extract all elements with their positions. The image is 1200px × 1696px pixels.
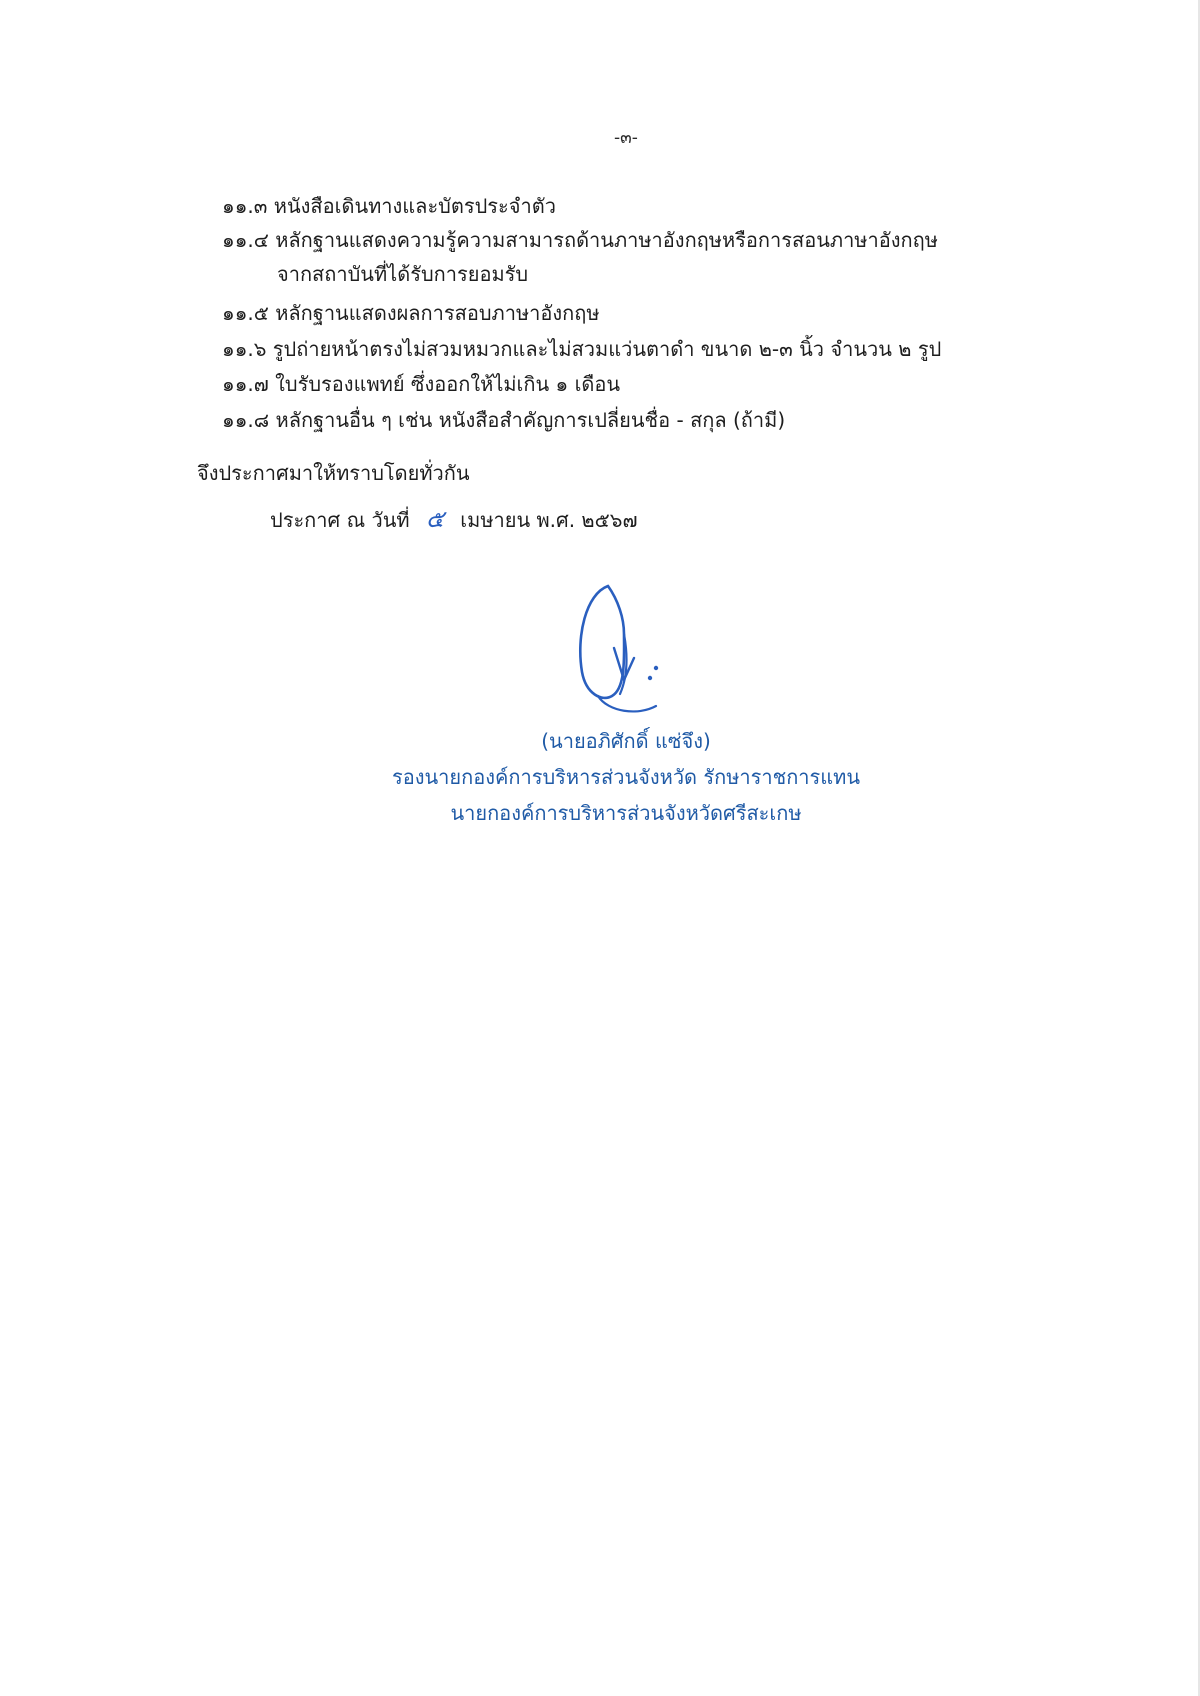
date-prefix: ประกาศ ณ วันที่: [270, 508, 410, 532]
signatory-position-line-2: นายกองค์การบริหารส่วนจังหวัดศรีสะเกษ: [450, 801, 802, 825]
date-suffix: เมษายน พ.ศ. ๒๕๖๗: [460, 508, 638, 532]
item-11-8: ๑๑.๘ หลักฐานอื่น ๆ เช่น หนังสือสำคัญการเปลี่ยนชื่อ - สกุล (ถ้ามี): [222, 408, 786, 432]
item-11-3: ๑๑.๓ หนังสือเดินทางและบัตรประจำตัว: [222, 194, 556, 218]
item-11-7: ๑๑.๗ ใบรับรองแพทย์ ซึ่งออกให้ไม่เกิน ๑ เดือน: [222, 372, 621, 396]
signatory-position-line-1: รองนายกองค์การบริหารส่วนจังหวัด รักษาราชการแทน: [391, 765, 861, 789]
date-line: [270, 506, 637, 533]
date-day-handwritten: ๕: [425, 505, 445, 533]
page-number: -๓-: [614, 128, 638, 148]
handwritten-signature: [568, 576, 688, 726]
signatory-name: (นายอภิศักดิ์ แซ่จึง): [541, 729, 711, 753]
item-11-4: ๑๑.๔ หลักฐานแสดงความรู้ความสามารถด้านภาษาอังกฤษหรือการสอนภาษาอังกฤษ: [222, 228, 938, 252]
item-11-5: ๑๑.๕ หลักฐานแสดงผลการสอบภาษาอังกฤษ: [222, 301, 600, 325]
item-11-4-continued: จากสถาบันที่ได้รับการยอมรับ: [277, 262, 529, 286]
closing-statement: จึงประกาศมาให้ทราบโดยทั่วกัน: [197, 461, 470, 485]
item-11-6: ๑๑.๖ รูปถ่ายหน้าตรงไม่สวมหมวกและไม่สวมแว่นตาดำ ขนาด ๒-๓ นิ้ว จำนวน ๒ รูป: [222, 337, 942, 361]
